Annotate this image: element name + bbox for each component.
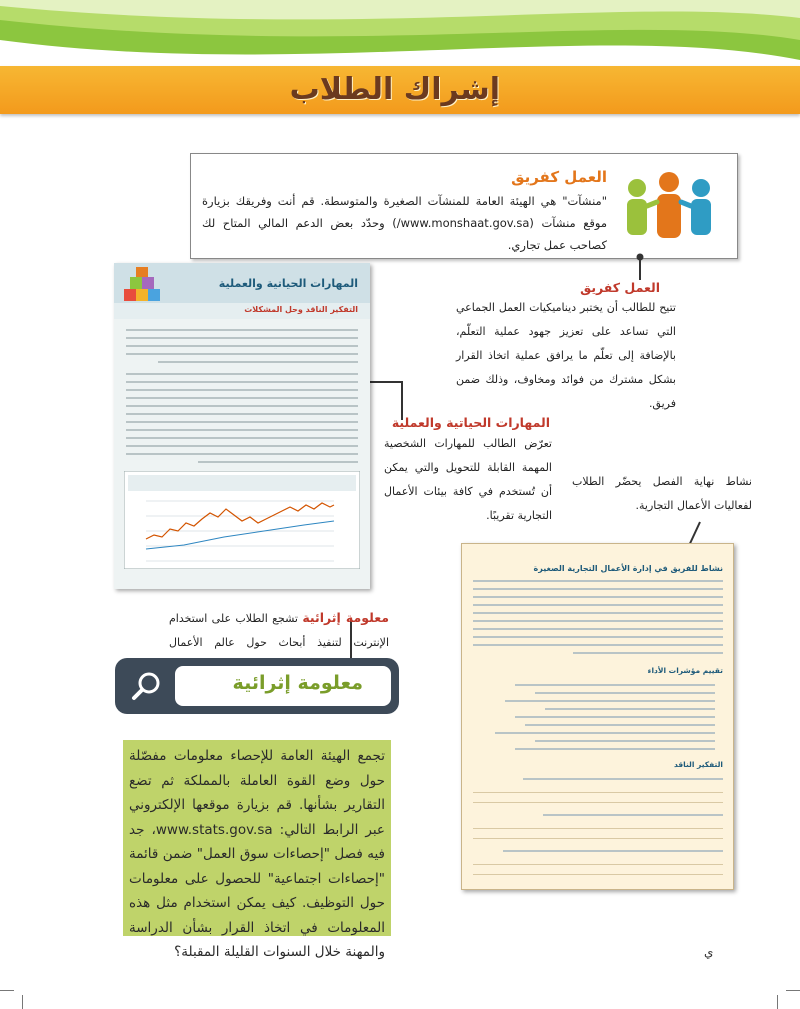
text-line [473,644,723,646]
bullet-line [525,724,715,726]
life-skills-note-title: المهارات الحياتية والعملية [391,415,550,430]
teamwork-note-title: العمل كفريق [580,280,660,295]
text-line [126,345,358,347]
life-skills-page-thumbnail [114,263,370,589]
text-line [126,397,358,399]
question-line [503,850,723,852]
enrichment-text-box [123,740,391,960]
thumbnail-title: نشاط للفريق في إدارة الأعمال التجارية الصغيرة [533,564,723,573]
thumbnail-section-heading: تقييم مؤشرات الأداء [647,666,723,675]
text-line [473,588,723,590]
enrichment-note-title: معلومة إثرائية [302,610,389,625]
text-line [126,437,358,439]
page-title: إشراك الطلاب [289,72,500,107]
team-activity-page-thumbnail [461,543,734,890]
enrichment-banner [115,658,399,714]
text-line [473,636,723,638]
page-number: ي [704,945,714,959]
question-line [543,814,723,816]
text-line [198,461,358,463]
life-skills-note-text: تعرّض الطالب للمهارات الشخصية المهمة القابلة للتحويل والتي يمكن أن تُستخدم في كافة بيئات الأعمال التجارية تقريبًا. [384,437,552,522]
answer-line [473,792,723,793]
text-line [158,361,358,363]
question-line [523,778,723,780]
text-line [126,445,358,447]
answer-line [473,802,723,803]
bullet-line [515,684,715,686]
bullet-line [505,700,715,702]
thumbnail-subtitle: التفكير الناقد وحل المشكلات [244,305,358,314]
teamwork-box-text: "منشآت" هي الهيئة العامة للمنشآت الصغيرة والمتوسطة. قم أنت وفريقك بزيارة موقع منشآت (www.monshaat.gov.sa/) وحدّد بعض الدعم المالي المتاح لك كصاحب عمل تجاري. [202,194,607,252]
chapter-activity-note-text: نشاط نهاية الفصل يحضّر الطلاب لفعاليات الأعمال التجارية. [572,475,752,512]
bullet-line [515,748,715,750]
text-line [126,373,358,375]
bullet-line [495,732,715,734]
text-line [473,596,723,598]
bullet-line [535,692,715,694]
answer-line [473,874,723,875]
text-line [126,453,358,455]
bullet-line [535,740,715,742]
answer-line [473,838,723,839]
text-line [573,652,723,654]
enrichment-note-text: تشجع الطلاب على استخدام الإنترنت لتنفيذ أبحاث حول عالم الأعمال [169,612,389,649]
text-line [126,381,358,383]
text-line [473,612,723,614]
text-line [126,421,358,423]
text-line [473,604,723,606]
text-line [473,620,723,622]
thumbnail-title: المهارات الحياتية والعملية [218,277,358,290]
text-line [126,405,358,407]
bullet-line [515,716,715,718]
building-blocks-icon [122,267,162,303]
magnifier-icon [131,670,163,702]
enrichment-banner-label: معلومة إثرائية [232,672,363,694]
text-line [126,337,358,339]
text-line [126,429,358,431]
teamwork-note-text: تتيح للطالب أن يختبر ديناميكيات العمل الجماعي التي تساعد على تعزيز جهود عملية التعلّم، بالإضافة إلى تعلّم ما يرافق عملية اتخاذ القرار بشكل مشترك من فوائد ومخاوف، وذلك ضمن فريق. [456,301,676,410]
stock-chart-image [124,471,360,569]
text-line [126,389,358,391]
text-line [473,580,723,582]
thumbnail-section-heading: التفكير الناقد [673,760,723,769]
text-line [126,413,358,415]
teamwork-box-title: العمل كفريق [511,168,607,186]
text-line [473,628,723,630]
answer-line [473,864,723,865]
bullet-line [545,708,715,710]
enrichment-text: تجمع الهيئة العامة للإحصاء معلومات مفصّلة حول وضع القوة العاملة بالمملكة ثم تضع التقارير بشأنها. قم بزيارة موقعها الإلكتروني عبر الرابط التالي: www.stats.gov.sa، جد فيه فصل "إحصاءات سوق العمل" ضمن قائمة "إحصاءات اجتماعية" للحصول على معلومات حول التوظيف. كيف يمكن استخدام مثل هذه المعلومات في اتخاذ القرار بشأن الدراسة والمهنة خلال السنوات القليلة المقبلة؟ [129,748,385,960]
text-line [126,329,358,331]
text-line [126,353,358,355]
answer-line [473,828,723,829]
